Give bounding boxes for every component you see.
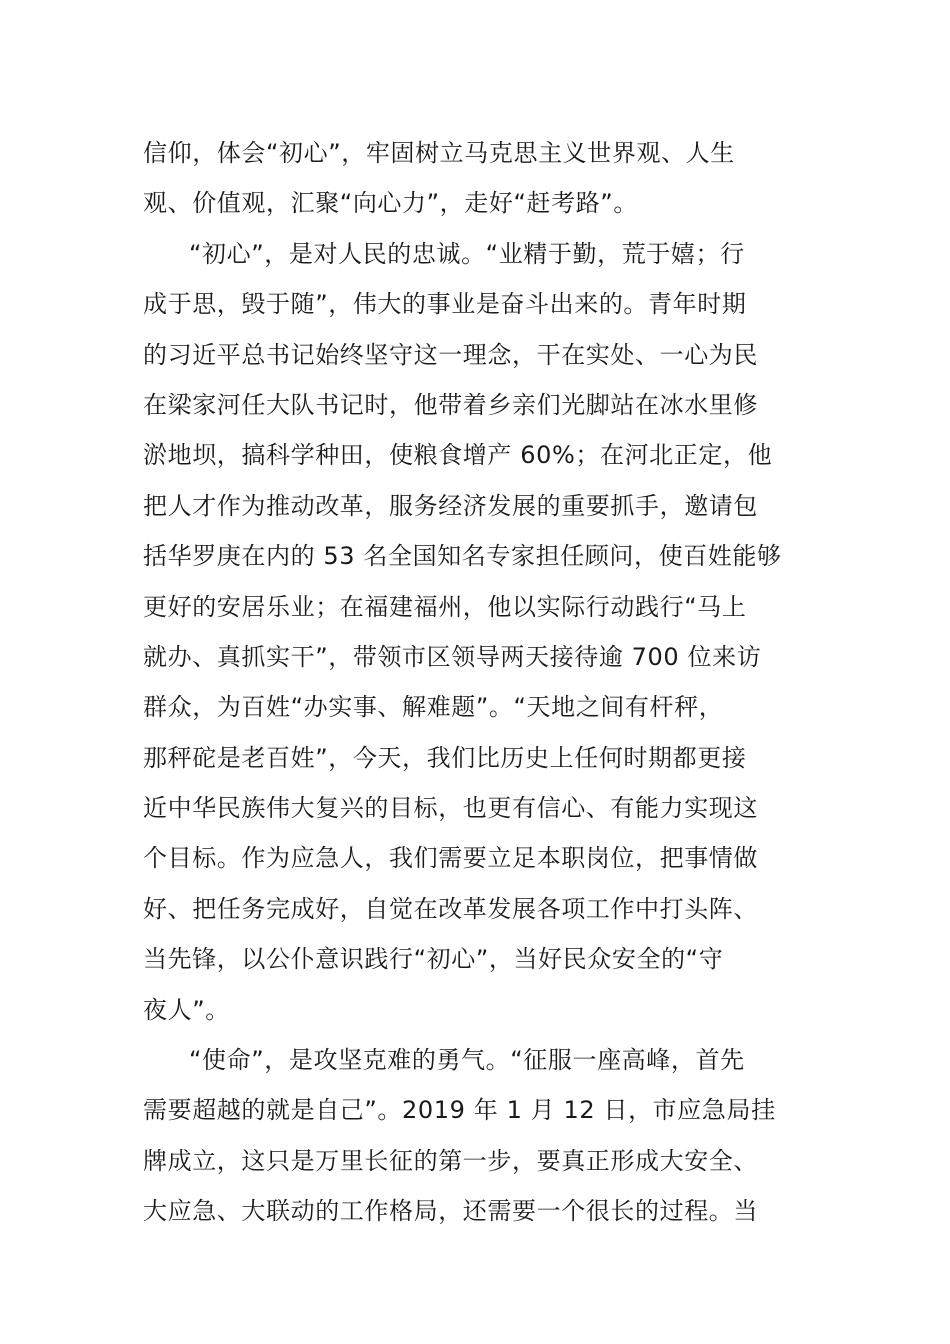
- text-line: 那秤砣是老百姓”，今天，我们比历史上任何时期都更接: [143, 743, 747, 772]
- text-line: 就办、真抓实干”，带领市区领导两天接待逾 700 位来访: [143, 642, 762, 671]
- document-body: [143, 128, 813, 1237]
- text-line: 个目标。作为应急人，我们需要立足本职岗位，把事情做: [143, 844, 758, 873]
- text-line: 需要超越的就是自己”。2019 年 1 月 12 日，市应急局挂: [143, 1096, 776, 1125]
- text-line: 近中华民族伟大复兴的目标，也更有信心、有能力实现这: [143, 794, 758, 823]
- text-line: 当先锋，以公仆意识践行“初心”，当好民众安全的“守: [143, 945, 724, 974]
- text-line: 成于思，毁于随”，伟大的事业是奋斗出来的。青年时期: [143, 290, 747, 319]
- text-line: “使命”，是攻坚克难的勇气。“征服一座高峰，首先: [189, 1046, 745, 1075]
- text-line: 夜人”。: [143, 995, 230, 1024]
- text-line: 括华罗庚在内的 53 名全国知名专家担任顾问，使百姓能够: [143, 542, 782, 571]
- text-line: 观、价值观，汇聚“向心力”，走好“赶考路”。: [143, 189, 638, 218]
- text-line: 淤地坝，搞科学种田，使粮食增产 60%；在河北正定，他: [143, 441, 773, 470]
- text-line: 群众，为百姓“办实事、解难题”。“天地之间有杆秤，: [143, 693, 724, 722]
- text-line: 好、把任务完成好，自觉在改革发展各项工作中打头阵、: [143, 894, 758, 923]
- text-line: 把人才作为推动改革，服务经济发展的重要抓手，邀请包: [143, 491, 758, 520]
- text-line: “初心”，是对人民的忠诚。“业精于勤，荒于嬉；行: [189, 239, 745, 268]
- text-line: 牌成立，这只是万里长征的第一步，要真正形成大安全、: [143, 1146, 758, 1175]
- text-line: 在梁家河任大队书记时，他带着乡亲们光脚站在冰水里修: [143, 390, 758, 419]
- text-line: 信仰，体会“初心”，牢固树立马克思主义世界观、人生: [143, 139, 735, 167]
- paragraph-belief: [143, 128, 813, 229]
- paragraph-original-aspiration: [143, 229, 813, 1035]
- text-line: 的习近平总书记始终坚守这一理念，干在实处、一心为民: [143, 340, 758, 369]
- paragraph-mission: [143, 1035, 813, 1237]
- text-line: 更好的安居乐业；在福建福州，他以实际行动践行“马上: [143, 592, 747, 621]
- text-line: 大应急、大联动的工作格局，还需要一个很长的过程。当: [143, 1197, 758, 1226]
